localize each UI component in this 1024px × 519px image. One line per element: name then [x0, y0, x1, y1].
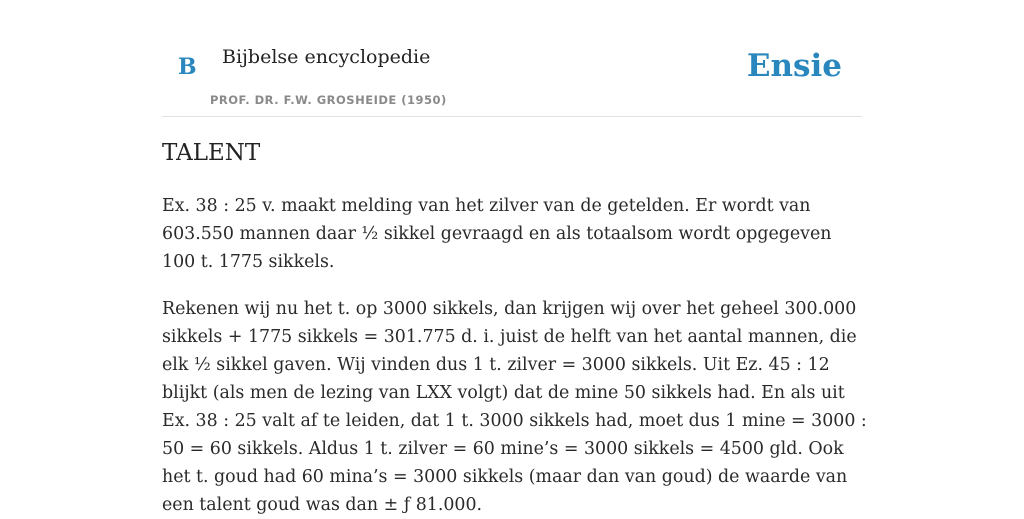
article-paragraph: Ex. 38 : 25 v. maakt melding van het zilver van de getelden. Er wordt van 603.550 mannen daar ½ sikkel gevraagd en als totaalsom wordt opgegeven 100 t. 1775 sikkels.: [162, 196, 832, 272]
book-title[interactable]: Bijbelse encyclopedie: [222, 46, 431, 68]
book-header: [162, 0, 862, 117]
article-title: TALENT: [162, 140, 261, 166]
article-paragraph: Rekenen wij nu het t. op 3000 sikkels, dan krijgen wij over het geheel 300.000 sikkels + 1775 sikkels = 301.775 d. i. juist de helft van het aantal mannen, die elk ½ sikkel gaven. Wij vinden dus 1 t. zilver = 3000 sikkels. Uit Ez. 45 : 12 blijkt (als men de lezing van LXX volgt) dat de mine 50 sikkels had. En als uit Ex. 38 : 25 valt af te leiden, dat 1 t. 3000 sikkels had, moet dus 1 mine = 3000 : 50 = 60 sikkels. Aldus 1 t. zilver = 60 mine’s = 3000 sikkels = 4500 gld. Ook het t. goud had 60 mina’s = 3000 sikkels (maar dan van goud) de waarde van een talent goud was dan ± ƒ 81.000.: [162, 299, 867, 515]
book-logo-letter[interactable]: B: [178, 54, 197, 80]
page: [162, 0, 867, 515]
ensie-logo-link[interactable]: Ensie: [746, 48, 842, 84]
book-author[interactable]: PROF. DR. F.W. GROSHEIDE (1950): [210, 93, 447, 107]
